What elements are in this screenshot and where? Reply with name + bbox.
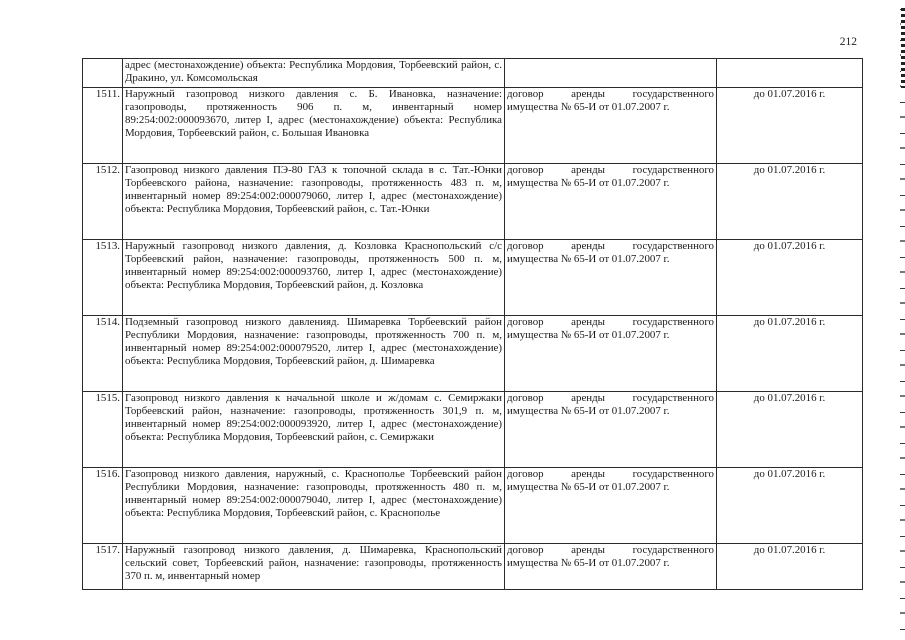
table-row <box>83 164 863 240</box>
table-row <box>83 392 863 468</box>
lease-basis: договор аренды государственного имущества № 65-И от 01.07.2007 г. <box>505 392 717 468</box>
lease-term: до 01.07.2016 г. <box>717 468 863 544</box>
table-row <box>83 59 863 88</box>
object-description: Газопровод низкого давления к начальной школе и ж/домам с. Семиржаки Торбеевский район, назначение: газопроводы, протяженность 301,9 п. м, инвентарный номер 89:254:002:000093920, литер I, адрес (местонахождение) объекта: Республика Мордовия, Торбеевский район, с. Семиржаки <box>123 392 505 468</box>
row-number: 1515. <box>83 392 123 468</box>
table-row <box>83 316 863 392</box>
scan-edge-artifact <box>900 0 905 640</box>
object-description: Подземный газопровод низкого давленияд. Шимаревка Торбеевский район Республики Мордовия, назначение: газопроводы, протяженность 700 п. м, инвентарный номер 89:254:002:000079520, литер I, адрес (местонахождение) объекта: Республика Мордовия, Торбеевский район, д. Шимаревка <box>123 316 505 392</box>
table-row <box>83 88 863 164</box>
lease-term: до 01.07.2016 г. <box>717 164 863 240</box>
scan-edge-artifact-top <box>901 8 905 88</box>
row-number <box>83 59 123 88</box>
row-number: 1514. <box>83 316 123 392</box>
lease-term: до 01.07.2016 г. <box>717 88 863 164</box>
object-description: Наружный газопровод низкого давления с. Б. Ивановка, назначение: газопроводы, протяженность 906 п. м, инвентарный номер 89:254:002:000093670, литер I, адрес (местонахождение) объекта: Республика Мордовия, Торбеевский район, с. Большая Ивановка <box>123 88 505 164</box>
lease-term: до 01.07.2016 г. <box>717 392 863 468</box>
table-row <box>83 240 863 316</box>
lease-basis: договор аренды государственного имущества № 65-И от 01.07.2007 г. <box>505 316 717 392</box>
object-description: Наружный газопровод низкого давления, д. Шимаревка, Краснопольский сельский совет, Торбеевский район, назначение: газопроводы, протяженность 370 п. м, инвентарный номер <box>123 544 505 590</box>
table-row <box>83 544 863 590</box>
lease-term <box>717 59 863 88</box>
lease-basis <box>505 59 717 88</box>
row-number: 1512. <box>83 164 123 240</box>
lease-basis: договор аренды государственного имущества № 65-И от 01.07.2007 г. <box>505 88 717 164</box>
object-description: Наружный газопровод низкого давления, д. Козловка Краснопольский с/с Торбеевский район, назначение: газопроводы, протяженность 500 п. м, инвентарный номер 89:254:002:000093760, литер I, адрес (местонахождение) объекта: Республика Мордовия, Торбеевский район, д. Козловка <box>123 240 505 316</box>
lease-term: до 01.07.2016 г. <box>717 316 863 392</box>
row-number: 1511. <box>83 88 123 164</box>
property-registry-table <box>82 58 863 590</box>
lease-term: до 01.07.2016 г. <box>717 240 863 316</box>
lease-term: до 01.07.2016 г. <box>717 544 863 590</box>
page-number: 212 <box>839 36 857 48</box>
object-description: Газопровод низкого давления ПЭ-80 ГАЗ к топочной склада в с. Тат.-Юнки Торбеевского района, назначение: газопроводы, протяженность 483 п. м, инвентарный номер 89:254:002:000079060, литер I, адрес (местонахождение) объекта: Республика Мордовия, Торбеевский район, с. Тат.-Юнки <box>123 164 505 240</box>
row-number: 1513. <box>83 240 123 316</box>
lease-basis: договор аренды государственного имущества № 65-И от 01.07.2007 г. <box>505 164 717 240</box>
lease-basis: договор аренды государственного имущества № 65-И от 01.07.2007 г. <box>505 544 717 590</box>
row-number: 1517. <box>83 544 123 590</box>
lease-basis: договор аренды государственного имущества № 65-И от 01.07.2007 г. <box>505 240 717 316</box>
row-number: 1516. <box>83 468 123 544</box>
object-description: Газопровод низкого давления, наружный, с. Краснополье Торбеевский район Республики Мордовия, назначение: газопроводы, протяженность 480 п. м, инвентарный номер 89:254:002:000079040, литер I, адрес (местонахождение) объекта: Республика Мордовия, Торбеевский район, с. Краснополье <box>123 468 505 544</box>
object-description: адрес (местонахождение) объекта: Республика Мордовия, Торбеевский район, с. Дракино, ул. Комсомольская <box>123 59 505 88</box>
lease-basis: договор аренды государственного имущества № 65-И от 01.07.2007 г. <box>505 468 717 544</box>
table-row <box>83 468 863 544</box>
